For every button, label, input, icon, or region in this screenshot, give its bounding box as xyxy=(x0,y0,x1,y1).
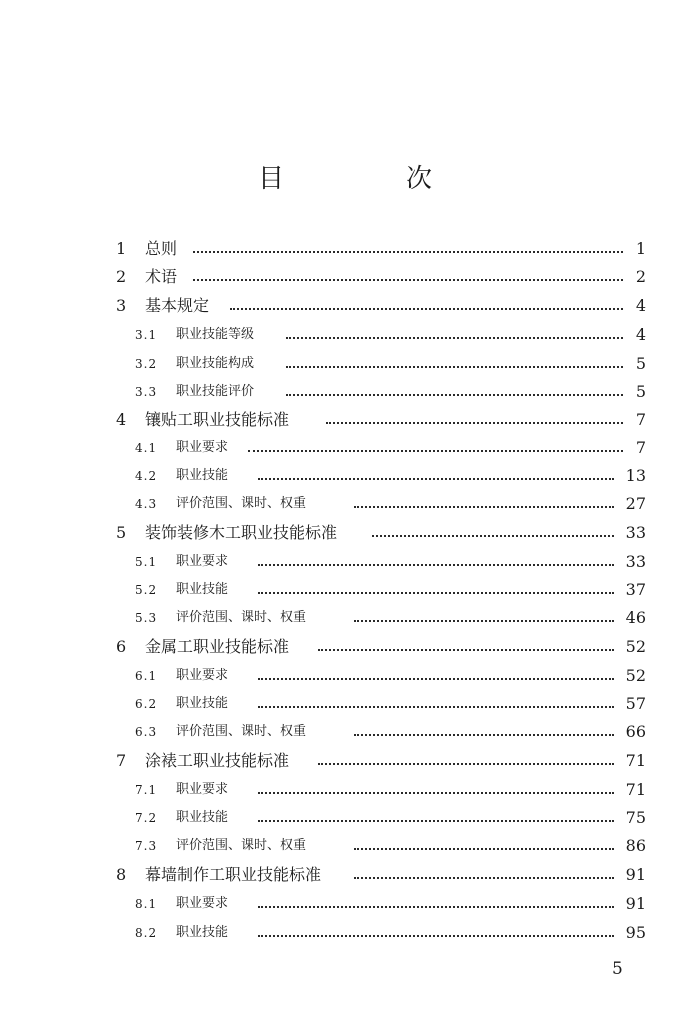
toc-title: 职业技能评价 xyxy=(176,384,255,399)
toc-number: 7.2 xyxy=(135,811,158,825)
leader-dots xyxy=(354,506,614,508)
toc-row[interactable] xyxy=(0,520,690,546)
toc-row[interactable] xyxy=(0,351,690,377)
leader-dots xyxy=(258,820,614,822)
toc-title: 评价范围、课时、权重 xyxy=(176,838,307,853)
toc-number: 4.3 xyxy=(135,497,158,511)
toc-title: 职业要求 xyxy=(176,668,229,683)
leader-dots xyxy=(354,620,614,622)
toc-row[interactable] xyxy=(0,805,690,831)
leader-dots xyxy=(354,877,614,879)
toc-row[interactable] xyxy=(0,920,690,946)
toc-title: 总则 xyxy=(145,239,178,258)
toc-title: 职业技能 xyxy=(176,582,229,597)
toc-title: 职业要求 xyxy=(176,440,229,455)
toc-row[interactable] xyxy=(0,236,690,262)
leader-dots xyxy=(286,394,623,396)
leader-dots xyxy=(326,422,623,424)
toc-number: 6.1 xyxy=(135,669,158,683)
toc-number: 8 xyxy=(116,865,127,884)
toc-number: 4.1 xyxy=(135,441,158,455)
toc-number: 5 xyxy=(116,523,127,542)
toc-row[interactable] xyxy=(0,748,690,774)
toc-page-number: 52 xyxy=(625,637,646,656)
toc-row[interactable] xyxy=(0,891,690,917)
toc-title: 职业要求 xyxy=(176,782,229,797)
toc-page-number: 2 xyxy=(635,267,646,286)
leader-dots xyxy=(230,308,623,310)
toc-title: 金属工职业技能标准 xyxy=(145,637,290,656)
toc-page-number: 33 xyxy=(625,523,646,542)
leader-dots xyxy=(286,337,623,339)
toc-row[interactable] xyxy=(0,435,690,461)
toc-title: 评价范围、课时、权重 xyxy=(176,724,307,739)
toc-page-number: 91 xyxy=(625,894,646,913)
leader-dots xyxy=(258,478,614,480)
toc-page-number: 27 xyxy=(625,494,646,513)
toc-row[interactable] xyxy=(0,833,690,859)
toc-title: 镶贴工职业技能标准 xyxy=(145,410,290,429)
toc-title: 职业技能等级 xyxy=(176,327,255,342)
page-number: 5 xyxy=(612,959,623,979)
toc-row[interactable] xyxy=(0,691,690,717)
toc-page-number: 71 xyxy=(625,780,646,799)
toc-number: 5.3 xyxy=(135,611,158,625)
toc-page-number: 91 xyxy=(625,865,646,884)
toc-page-number: 5 xyxy=(635,354,646,373)
toc-title: 职业技能 xyxy=(176,810,229,825)
toc-page-number: 57 xyxy=(625,694,646,713)
toc-row[interactable] xyxy=(0,777,690,803)
toc-title: 职业要求 xyxy=(176,554,229,569)
page-title: 目 次 xyxy=(257,164,480,194)
toc-page-number: 7 xyxy=(635,410,646,429)
toc-page-number: 7 xyxy=(635,438,646,457)
toc-number: 3.1 xyxy=(135,328,158,342)
leader-dots xyxy=(258,706,614,708)
leader-dots xyxy=(193,279,623,281)
toc-number: 3.3 xyxy=(135,385,158,399)
toc-page-number: 13 xyxy=(625,466,646,485)
toc-number: 6.3 xyxy=(135,725,158,739)
toc-title: 职业技能 xyxy=(176,925,229,940)
toc-page-number: 75 xyxy=(625,808,646,827)
toc-row[interactable] xyxy=(0,719,690,745)
toc-number: 3.2 xyxy=(135,357,158,371)
toc-row[interactable] xyxy=(0,293,690,319)
toc-row[interactable] xyxy=(0,549,690,575)
leader-dots xyxy=(318,649,614,651)
leader-dots xyxy=(258,935,614,937)
toc-page-number: 86 xyxy=(625,836,646,855)
toc-page-number: 52 xyxy=(625,666,646,685)
toc-page-number: 66 xyxy=(625,722,646,741)
toc-number: 7.3 xyxy=(135,839,158,853)
toc-page-number: 95 xyxy=(625,923,646,942)
toc-row[interactable] xyxy=(0,491,690,517)
toc-row[interactable] xyxy=(0,605,690,631)
leader-dots xyxy=(193,251,623,253)
leader-dots xyxy=(258,906,614,908)
toc-title: 术语 xyxy=(145,267,178,286)
toc-page-number: 37 xyxy=(625,580,646,599)
toc-title: 涂裱工职业技能标准 xyxy=(145,751,290,770)
toc-number: 4 xyxy=(116,410,127,429)
toc-number: 3 xyxy=(116,296,127,315)
toc-number: 5.1 xyxy=(135,555,158,569)
toc-number: 4.2 xyxy=(135,469,158,483)
toc-number: 8.2 xyxy=(135,926,158,940)
toc-number: 1 xyxy=(116,239,127,258)
toc-number: 6 xyxy=(116,637,127,656)
toc-page-number: 1 xyxy=(635,239,646,258)
toc-number: 5.2 xyxy=(135,583,158,597)
toc-row[interactable] xyxy=(0,322,690,348)
toc-row[interactable] xyxy=(0,379,690,405)
leader-dots xyxy=(354,734,614,736)
toc-title: 评价范围、课时、权重 xyxy=(176,610,307,625)
leader-dots xyxy=(258,592,614,594)
toc-title: 职业技能构成 xyxy=(176,356,255,371)
toc-number: 8.1 xyxy=(135,897,158,911)
toc-page-number: 5 xyxy=(635,382,646,401)
toc-row[interactable] xyxy=(0,862,690,888)
toc-number: 6.2 xyxy=(135,697,158,711)
toc-page-number: 46 xyxy=(625,608,646,627)
leader-dots xyxy=(258,678,614,680)
toc-title: 装饰装修木工职业技能标准 xyxy=(145,523,338,542)
toc-page-number: 4 xyxy=(635,325,646,344)
toc-title: 职业技能 xyxy=(176,468,229,483)
leader-dots xyxy=(286,366,623,368)
toc-row[interactable] xyxy=(0,634,690,660)
leader-dots xyxy=(258,564,614,566)
leader-dots xyxy=(258,792,614,794)
leader-dots xyxy=(248,450,623,452)
toc-title: 评价范围、课时、权重 xyxy=(176,496,307,511)
toc-row[interactable] xyxy=(0,264,690,290)
toc-title: 职业要求 xyxy=(176,896,229,911)
toc-number: 7 xyxy=(116,751,127,770)
leader-dots xyxy=(354,848,614,850)
toc-number: 7.1 xyxy=(135,783,158,797)
toc-page-number: 4 xyxy=(635,296,646,315)
toc-number: 2 xyxy=(116,267,127,286)
leader-dots xyxy=(318,763,614,765)
toc-title: 幕墙制作工职业技能标准 xyxy=(145,865,322,884)
toc-row[interactable] xyxy=(0,407,690,433)
leader-dots xyxy=(372,535,614,537)
toc-row[interactable] xyxy=(0,577,690,603)
toc-row[interactable] xyxy=(0,663,690,689)
toc-title: 基本规定 xyxy=(145,296,210,315)
toc-title: 职业技能 xyxy=(176,696,229,711)
toc-page-number: 33 xyxy=(625,552,646,571)
toc-page-number: 71 xyxy=(625,751,646,770)
toc-row[interactable] xyxy=(0,463,690,489)
